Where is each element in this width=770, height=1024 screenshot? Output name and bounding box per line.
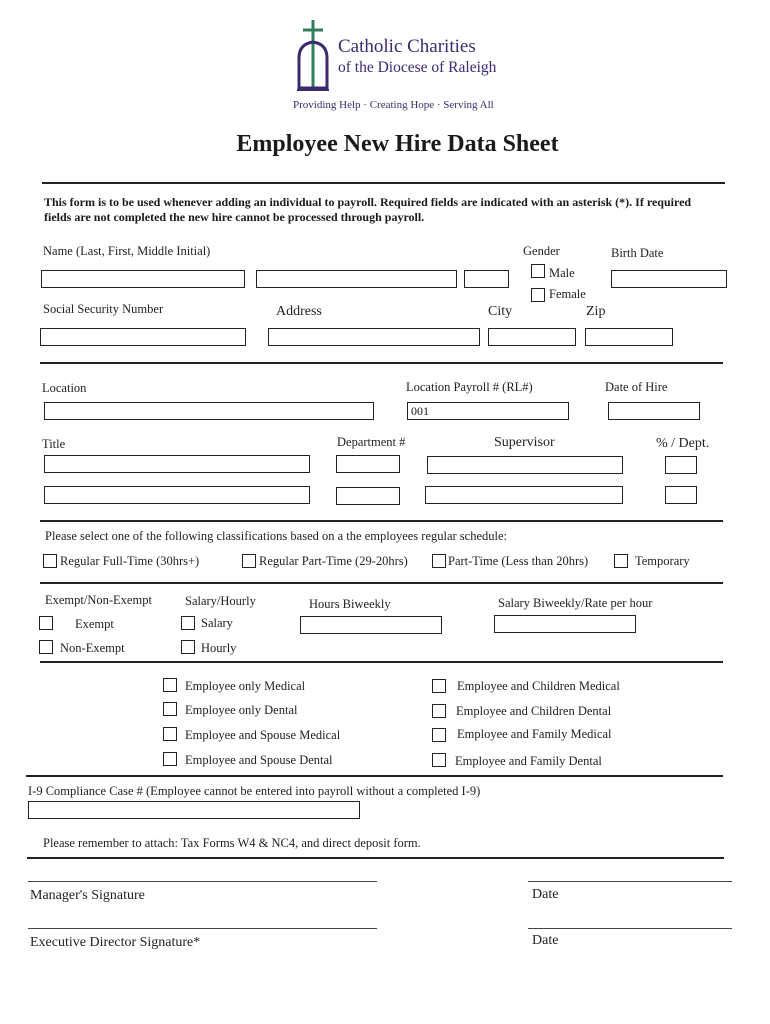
benefit-family-medical-label: Employee and Family Medical <box>457 727 612 741</box>
department-field-2[interactable] <box>336 487 400 505</box>
department-field-1[interactable] <box>336 455 400 473</box>
exempt-header: Exempt/Non-Exempt <box>45 593 152 607</box>
pct-dept-field-2[interactable] <box>665 486 697 504</box>
birth-date-field[interactable] <box>611 270 727 288</box>
director-signature-label: Executive Director Signature* <box>30 935 201 950</box>
non-exempt-label: Non-Exempt <box>60 641 125 655</box>
director-signature-line[interactable] <box>28 928 377 929</box>
i9-label: I-9 Compliance Case # (Employee cannot be entered into payroll without a completed I-9) <box>28 784 481 798</box>
org-subtitle: of the Diocese of Raleigh <box>338 59 497 76</box>
regular-part-time-checkbox[interactable] <box>242 554 256 568</box>
part-time-checkbox[interactable] <box>432 554 446 568</box>
salary-hourly-header: Salary/Hourly <box>185 594 256 608</box>
divider <box>40 661 723 663</box>
supervisor-label: Supervisor <box>494 435 555 450</box>
payroll-number-label: Location Payroll # (RL#) <box>406 380 533 394</box>
date-of-hire-field[interactable] <box>608 402 700 420</box>
benefit-employee-medical-checkbox[interactable] <box>163 678 177 692</box>
i9-case-field[interactable] <box>28 801 360 819</box>
attach-note: Please remember to attach: Tax Forms W4 & NC4, and direct deposit form. <box>43 836 421 850</box>
title-field-1[interactable] <box>44 455 310 473</box>
benefit-employee-dental-label: Employee only Dental <box>185 703 298 717</box>
org-name: Catholic Charities <box>338 36 476 57</box>
title-label: Title <box>42 437 66 451</box>
regular-full-time-checkbox[interactable] <box>43 554 57 568</box>
regular-full-time-label: Regular Full-Time (30hrs+) <box>60 554 200 568</box>
birth-date-label: Birth Date <box>611 246 664 260</box>
benefit-family-medical-checkbox[interactable] <box>432 728 446 742</box>
benefit-employee-dental-checkbox[interactable] <box>163 702 177 716</box>
benefit-children-medical-label: Employee and Children Medical <box>457 679 620 693</box>
director-date-label: Date <box>532 933 559 948</box>
name-label: Name (Last, First, Middle Initial) <box>43 244 211 258</box>
date-of-hire-label: Date of Hire <box>605 380 668 394</box>
org-logo <box>293 18 333 96</box>
hourly-label: Hourly <box>201 641 237 655</box>
supervisor-field-1[interactable] <box>427 456 623 474</box>
non-exempt-checkbox[interactable] <box>39 640 53 654</box>
divider <box>26 775 723 777</box>
divider <box>40 582 723 584</box>
benefit-family-dental-checkbox[interactable] <box>432 753 446 767</box>
gender-female-checkbox[interactable] <box>531 288 545 302</box>
supervisor-field-2[interactable] <box>425 486 623 504</box>
benefit-family-dental-label: Employee and Family Dental <box>455 754 602 768</box>
benefit-spouse-dental-checkbox[interactable] <box>163 752 177 766</box>
benefit-spouse-medical-checkbox[interactable] <box>163 727 177 741</box>
salary-label: Salary <box>201 616 233 630</box>
city-field[interactable] <box>488 328 576 346</box>
manager-signature-label: Manager's Signature <box>30 888 145 903</box>
temporary-label: Temporary <box>635 554 690 568</box>
divider <box>27 857 724 859</box>
salary-rate-field[interactable] <box>494 615 636 633</box>
temporary-checkbox[interactable] <box>614 554 628 568</box>
zip-field[interactable] <box>585 328 673 346</box>
manager-date-line[interactable] <box>528 881 732 882</box>
part-time-label: Part-Time (Less than 20hrs) <box>448 554 589 568</box>
hours-biweekly-label: Hours Biweekly <box>309 597 391 611</box>
last-name-field[interactable] <box>41 270 245 288</box>
address-label: Address <box>276 304 322 319</box>
divider <box>42 182 725 184</box>
gender-label: Gender <box>523 244 560 258</box>
salary-rate-label: Salary Biweekly/Rate per hour <box>498 596 653 610</box>
benefit-children-dental-label: Employee and Children Dental <box>456 704 612 718</box>
department-label: Department # <box>337 435 406 449</box>
gender-male-checkbox[interactable] <box>531 264 545 278</box>
divider <box>40 520 723 522</box>
female-label: Female <box>549 287 586 301</box>
male-label: Male <box>549 266 575 280</box>
org-tagline: Providing Help · Creating Hope · Serving All <box>293 99 494 111</box>
director-date-line[interactable] <box>528 928 732 929</box>
manager-signature-line[interactable] <box>28 881 377 882</box>
benefit-children-medical-checkbox[interactable] <box>432 679 446 693</box>
benefit-children-dental-checkbox[interactable] <box>432 704 446 718</box>
benefit-spouse-dental-label: Employee and Spouse Dental <box>185 753 333 767</box>
address-field[interactable] <box>268 328 480 346</box>
exempt-checkbox[interactable] <box>39 616 53 630</box>
classification-prompt: Please select one of the following classifications based on a the employees regular schedule: <box>45 529 507 543</box>
hours-biweekly-field[interactable] <box>300 616 442 634</box>
benefit-spouse-medical-label: Employee and Spouse Medical <box>185 728 341 742</box>
salary-checkbox[interactable] <box>181 616 195 630</box>
pct-dept-label: % / Dept. <box>656 436 710 451</box>
page-title: Employee New Hire Data Sheet <box>236 131 559 157</box>
regular-part-time-label: Regular Part-Time (29-20hrs) <box>259 554 408 568</box>
location-field[interactable] <box>44 402 374 420</box>
location-label: Location <box>42 381 87 395</box>
title-field-2[interactable] <box>44 486 310 504</box>
pct-dept-field-1[interactable] <box>665 456 697 474</box>
ssn-label: Social Security Number <box>43 302 164 316</box>
intro-text: This form is to be used whenever adding an individual to payroll. Required fields are indicated with an asterisk (*). If required fields are not completed the new hire cannot be processed through payroll. <box>44 195 692 224</box>
benefit-employee-medical-label: Employee only Medical <box>185 679 306 693</box>
divider <box>40 362 723 364</box>
payroll-number-field[interactable]: 001 <box>407 402 569 420</box>
church-cross-icon <box>293 18 333 96</box>
manager-date-label: Date <box>532 887 559 902</box>
hourly-checkbox[interactable] <box>181 640 195 654</box>
middle-initial-field[interactable] <box>464 270 509 288</box>
first-name-field[interactable] <box>256 270 457 288</box>
zip-label: Zip <box>586 304 606 319</box>
city-label: City <box>488 304 513 319</box>
ssn-field[interactable] <box>40 328 246 346</box>
exempt-label: Exempt <box>75 617 114 631</box>
